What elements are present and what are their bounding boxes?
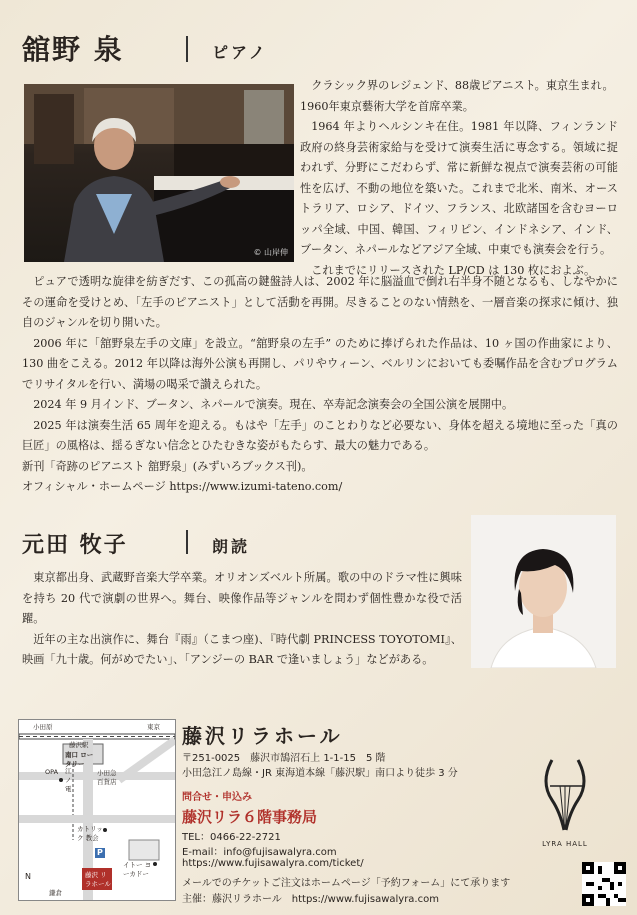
map-hall: 藤沢 リラホール (85, 871, 111, 888)
bio-line: これまでにリリースされた LP/CD は 130 枚におよぶ。 (311, 263, 596, 277)
map-opa: OPA (45, 768, 59, 776)
book-info: 新刊「奇跡のピアニスト 舘野泉」(みずいろブックス刊)。 (22, 459, 313, 473)
ticket-link[interactable]: https://www.fujisawalyra.com/ticket/ (182, 858, 364, 869)
map-parking: P (97, 848, 103, 857)
photo-credit: © 山岸伸 (253, 248, 288, 257)
bio-paragraph: 2024 年 9 月インド、ブータン、ネパールで演奏。現在、卒寿記念演奏会の全国公演を展開中。 (33, 398, 514, 411)
artist2-bio (22, 568, 462, 671)
bio-paragraph: ピュアで透明な旋律を紡ぎだす、この孤高の鍵盤詩人は、2002 年に脳溢血で倒れ右半身不随となるも、しなやかにその運命を受けとめ、「左手のピアニスト」として活動を再開。尽きることのない情熱を、一層音楽の探求に傾け、独自のジャンルを切り開いた。 (22, 275, 618, 329)
artist2-photo (471, 515, 616, 668)
venue-map (18, 719, 176, 901)
artist2-name: 元田 牧子 (22, 532, 128, 558)
bio-paragraph: 1964 年よりヘルシンキ在住。1981 年以降、フィンランド政府の終身芸術家給与を受けて演奏生活に専念する。領域に捉われず、分野にこだわらず、常に新鮮な視点で演奏芸術の可能性を広げ、不動の地位を築いた。これまで北米、南米、オーストラリア、ロシア、ドイツ、フランス、北欧諸国を含むヨーロッパ全域、中国、韓国、フィリピン、インドネシア、インド、ブータン、ネパールなどアジア全域、中東でも演奏会を行う。 (300, 120, 618, 256)
lyra-logo (530, 752, 600, 848)
venue-address: 〒251-0025 藤沢市鵠沼石上 1-1-15 5 階 (182, 753, 386, 764)
artist1-name: 舘野 泉 (22, 33, 124, 66)
map-rotary: 南口 ロータリー (65, 751, 94, 768)
bio-line: 1960年東京藝術大学を首席卒業。 (300, 99, 474, 113)
map-station: 藤沢駅 (69, 741, 89, 749)
venue-name: 藤沢リラホール (182, 724, 343, 748)
artist1-photo (24, 84, 294, 262)
map-kamakura: 鎌倉 (49, 889, 62, 897)
artist1-bio-right (300, 76, 618, 281)
map-odakyu-store: 小田急 百貨店 (97, 769, 117, 786)
map-odakyu: 小田原 (33, 723, 53, 731)
ticket-note: メールでのチケットご注文はホームページ「予約フォーム」にて承ります (182, 878, 511, 889)
contact-heading: 問合せ・申込み (182, 792, 252, 803)
map-enoden: 江ノ電 (65, 767, 72, 793)
bio-paragraph: 東京都出身、武蔵野音楽大学卒業。オリオンズベルト所属。歌の中のドラマ性に興味を持ち 20 代で演劇の世界へ。舞台、映像作品等ジャンルを問わず個性豊かな役で活躍。 (22, 571, 462, 625)
map-itoyokado: イトー ヨーカドー (123, 861, 152, 878)
homepage-link[interactable]: オフィシャル・ホームページ https://www.izumi-tateno.com/ (22, 480, 343, 493)
map-church: カトリック 教会 (77, 825, 103, 842)
venue-access: 小田急江ノ島線・JR 東海道本線「藤沢駅」南口より徒歩 3 分 (182, 768, 458, 779)
organizer: 主催：藤沢リラホール https://www.fujisawalyra.com (182, 894, 439, 905)
bio-paragraph: 2025 年は演奏生活 65 周年を迎える。もはや「左手」のことわりなど必要ない、身体を超える境地に至った「真の巨匠」の風格は、揺るぎない信念とひたむきな姿がもたらす、最大の魅力である。 (22, 418, 618, 452)
bio-paragraph: 近年の主な出演作に、舞台『雨』（こまつ座)、『時代劇 PRINCESS TOYOTOMI』、映画「九十歳。何がめでたい」、「アンジーの BAR で逢いましょう」などがある。 (22, 632, 462, 666)
venue-tel: TEL：0466-22-2721 (182, 832, 281, 843)
artist1-bio-full (22, 272, 618, 498)
divider (186, 530, 188, 554)
artist1-role: ピアノ (212, 43, 268, 62)
office-name: 藤沢リラ６階事務局 (182, 808, 318, 826)
bio-line: クラシック界のレジェンド、88歳ピアニスト。東京生まれ。 (311, 79, 614, 92)
venue-email[interactable]: E-mail：info@fujisawalyra.com (182, 847, 337, 858)
divider (186, 36, 188, 62)
lyra-logo-text: LYRA HALL (542, 840, 588, 848)
compass-icon: N (25, 872, 31, 881)
map-tokyo: 東京 (147, 723, 160, 731)
artist2-role: 朗読 (212, 537, 251, 556)
qr-code[interactable] (582, 862, 626, 906)
bio-paragraph: 2006 年に「舘野泉左手の文庫」を設立。“舘野泉の左手” のために捧げられた作品は、10 ヶ国の作曲家により、130 曲をこえる。2012 年以降は海外公演も再開し、パリやウィーン、ベルリンにおいても委嘱作品を含むプログラムでリサイタルを行い、満場の喝采で讃えられた。 (22, 336, 618, 391)
